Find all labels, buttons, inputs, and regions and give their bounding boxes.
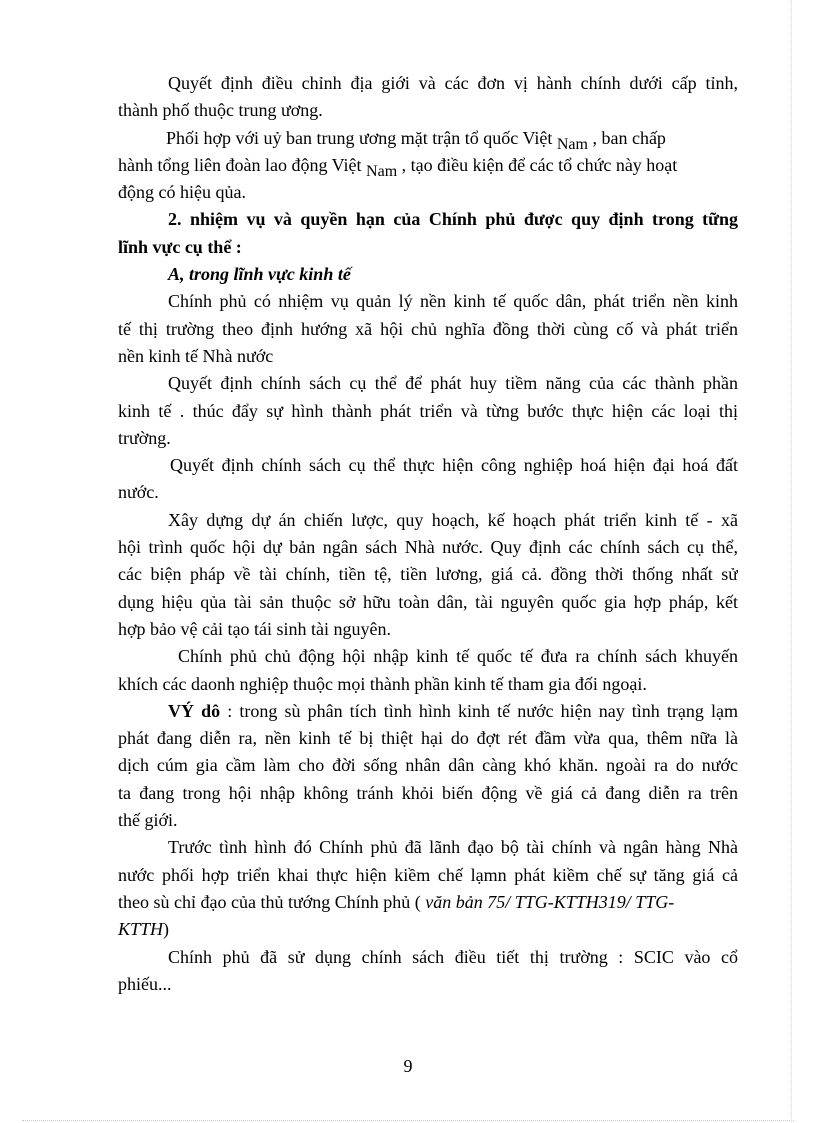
paragraph-line: Quyết định chính sách cụ thể để phát huy tiềm năng của các thành phần [168,373,738,394]
paragraph-line: các biện pháp về tài chính, tiền tệ, tiền lương, giá cả. đồng thời thống nhất sử [118,564,738,585]
paragraph-line: Trước tình hình đó Chính phủ đã lãnh đạo bộ tài chính và ngân hàng Nhà [168,837,738,858]
paragraph-line: Quyết định điều chỉnh địa giới và các đơn vị hành chính dưới cấp tỉnh, [168,73,738,93]
paragraph-line: Chính phủ đã sử dụng chính sách điều tiết thị trường : SCIC vào cổ [168,946,738,967]
section-heading: 2. nhiệm vụ và quyền hạn của Chính phủ được quy định trong tững [168,209,738,230]
paragraph-line: nước. [118,482,159,503]
text-run-lowered: Nam [366,162,398,180]
paragraph-line: Chính phủ chủ động hội nhập kinh tế quốc tế đưa ra chính sách khuyến [178,646,738,667]
paragraph-line: động có hiệu qủa. [118,182,246,203]
paragraph-line: dụng hiệu qủa tài sản thuộc sở hữu toàn dân, tài nguyên quốc gia hợp pháp, kết [118,591,738,612]
text-run-lowered: Nam [556,135,588,153]
document-body [118,70,738,998]
paragraph-line [118,125,738,152]
paragraph-line: Chính phủ có nhiệm vụ quản lý nền kinh tế quốc dân, phát triển nền kinh [168,291,738,312]
section-heading: lĩnh vực cụ thể : [118,236,242,257]
text-run: , tạo điều kiện để các tổ chức này hoạt [401,154,678,175]
paragraph-line [118,916,738,943]
paragraph-line: phát đang diễn ra, nền kinh tế bị thiệt hại do đợt rét đầm vừa qua, thêm nữa là [118,728,738,749]
paragraph-line: nước phối hợp triển khai thực hiện kiềm chế lạmn phát kiềm chế sự tăng giá cả [118,864,738,885]
example-label: VÝ dô [168,700,221,721]
paragraph-line [118,698,738,725]
paragraph-line: Xây dựng dự án chiến lược, quy hoạch, kế hoạch phát triển kinh tế - xã [168,509,738,530]
text-run: hành tổng liên đoàn lao động Việt [118,154,362,175]
paragraph-line: tế thị trường theo định hướng xã hội chủ nghĩa đồng thời cùng cố và phát triển [118,318,738,339]
footer-divider [22,1120,794,1121]
paragraph-line: hợp bảo vệ cải tạo tái sinh tài nguyên. [118,618,391,639]
paragraph-line: ta đang trong hội nhập không tránh khỏi biến động về giá cả đang diễn ra trên [118,782,738,803]
paragraph-line: hội trình quốc hội dự bản ngân sách Nhà nước. Quy định các chính sách cụ thể, [118,537,738,558]
paragraph-line: phiếu... [118,973,172,994]
text-run: : trong sù phân tích tình hình kinh tế nước hiện nay tình trạng lạm [227,700,738,721]
page-number: 9 [403,1056,413,1076]
margin-guide [791,0,792,1123]
paragraph-line: Quyết định chính sách cụ thể thực hiện công nghiệp hoá hiện đại hoá đất [170,455,738,476]
paragraph-line [118,152,738,179]
text-run: theo sù chỉ đạo của thủ tướng Chính phủ ( [118,891,421,912]
paragraph-line [118,889,738,916]
citation-text: văn bản 75/ TTG-KTTH319/ TTG- [425,891,675,912]
paragraph-line: thế giới. [118,810,178,831]
paragraph-line: dịch cúm gia cầm làm cho đời sống nhân dân càng khó khăn. ngoài ra do nước [118,755,738,776]
text-run: ) [163,919,170,940]
paragraph-line: khích các daonh nghiệp thuộc mọi thành phần kinh tế tham gia đối ngoại. [118,673,647,694]
paragraph-line: nền kinh tế Nhà nước [118,345,274,366]
text-run: Phối hợp với uỷ ban trung ương mặt trận tổ quốc Việt [166,127,553,148]
paragraph-line: kinh tế . thúc đẩy sự hình thành phát triển và từng bước thực hiện các loại thị [118,400,738,421]
paragraph-line: thành phố thuộc trung ương. [118,100,323,121]
paragraph-line: trường. [118,427,171,448]
text-run: , ban chấp [592,127,666,148]
citation-text: KTTH [118,919,164,940]
subsection-heading: A, trong lĩnh vực kinh tế [168,264,351,285]
